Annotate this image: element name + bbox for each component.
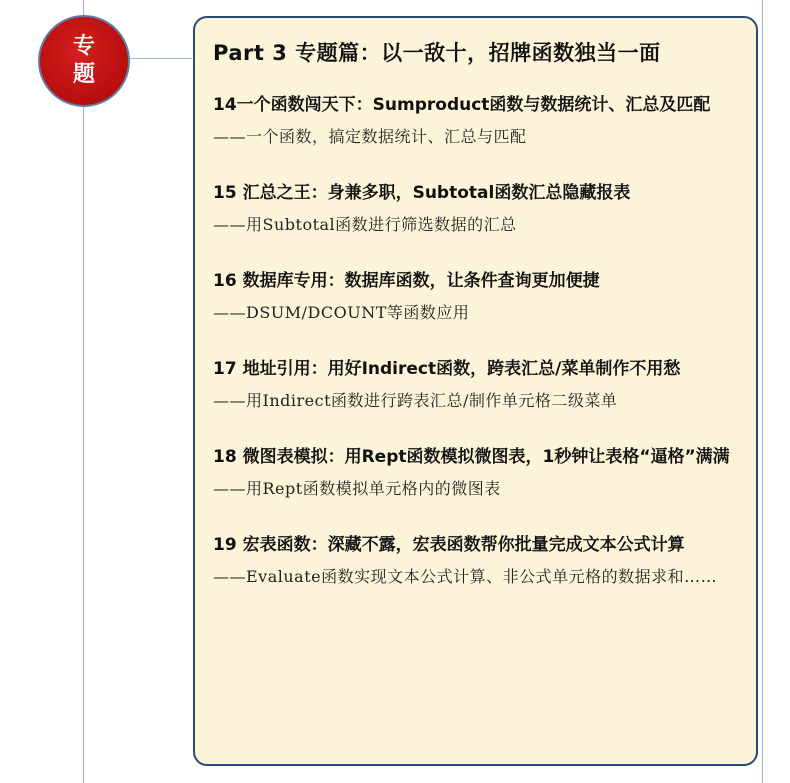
topic-badge	[38, 15, 130, 107]
chapter-subtitle: ——Evaluate函数实现文本公式计算、非公式单元格的数据求和……	[213, 567, 718, 586]
chapter-card	[193, 16, 758, 766]
chapter-title: 16 数据库专用：数据库函数，让条件查询更加便捷	[213, 271, 600, 291]
chapter-subtitle: ——一个函数，搞定数据统计、汇总与匹配	[213, 127, 527, 146]
chapter-subtitle: ——DSUM/DCOUNT等函数应用	[213, 303, 470, 322]
badge-connector	[128, 58, 192, 59]
chapter-title: 14一个函数闯天下：Sumproduct函数与数据统计、汇总及匹配	[213, 95, 711, 115]
chapter-entry	[213, 90, 738, 152]
chapter-subtitle: ——用Indirect函数进行跨表汇总/制作单元格二级菜单	[213, 391, 618, 410]
chapter-entry	[213, 530, 738, 592]
chapter-entry	[213, 178, 738, 240]
chapter-title: 18 微图表模拟：用Rept函数模拟微图表，1秒钟让表格“逼格”满满	[213, 447, 730, 467]
chapter-subtitle: ——用Rept函数模拟单元格内的微图表	[213, 479, 501, 498]
badge-char-1: 专	[72, 34, 95, 59]
chapter-title: 17 地址引用：用好Indirect函数，跨表汇总/菜单制作不用愁	[213, 359, 681, 379]
timeline-line-right	[762, 0, 763, 783]
part-title: Part 3 专题篇：以一敌十，招牌函数独当一面	[213, 41, 661, 65]
chapter-subtitle: ——用Subtotal函数进行筛选数据的汇总	[213, 215, 517, 234]
chapter-entry	[213, 266, 738, 328]
timeline-line-left	[83, 0, 84, 783]
badge-char-2: 题	[72, 62, 95, 87]
chapter-title: 19 宏表函数：深藏不露，宏表函数帮你批量完成文本公式计算	[213, 535, 685, 555]
chapter-entry	[213, 442, 738, 504]
chapter-entry	[213, 354, 738, 416]
chapter-title: 15 汇总之王：身兼多职，Subtotal函数汇总隐藏报表	[213, 183, 631, 203]
